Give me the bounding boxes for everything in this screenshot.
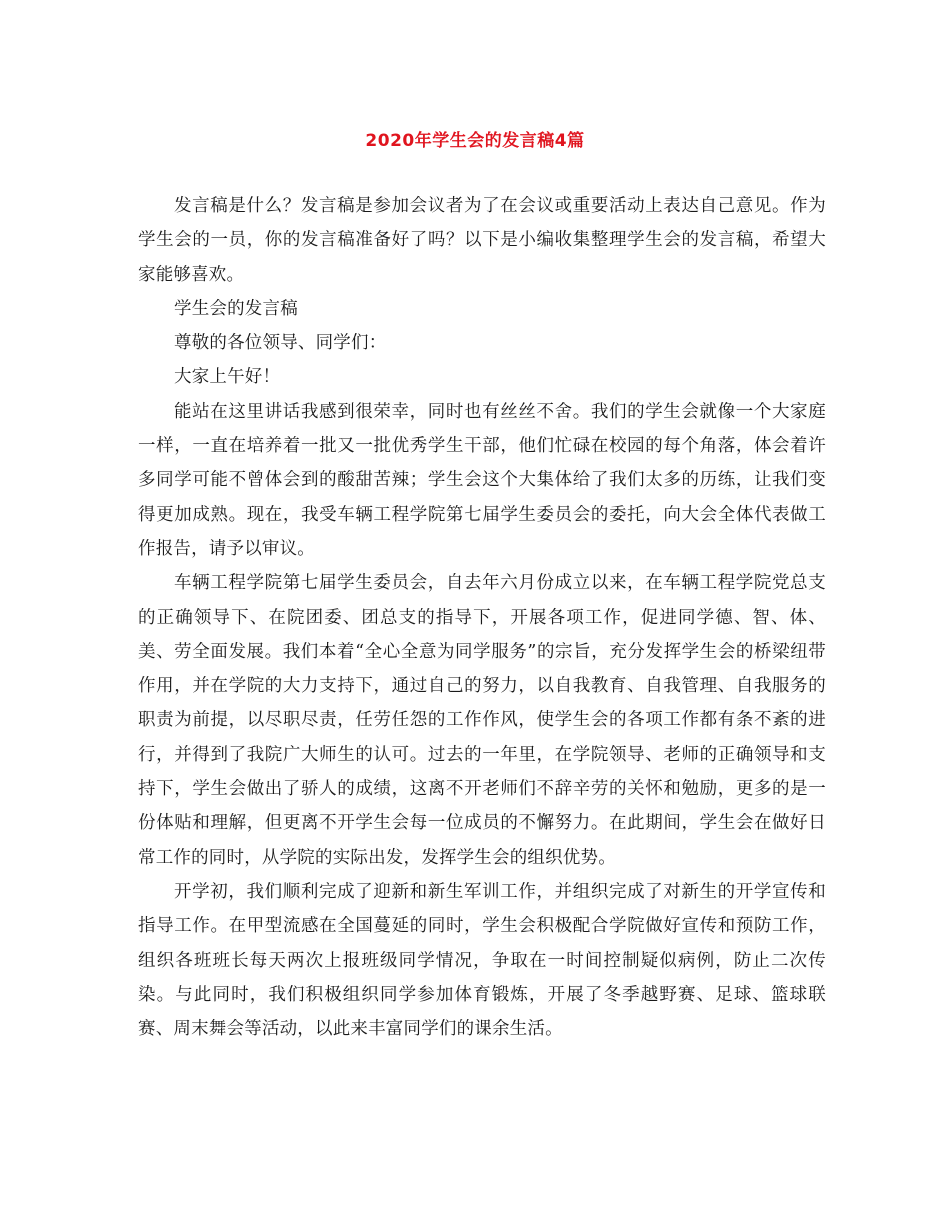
document-title: 2020年学生会的发言稿4篇 bbox=[365, 131, 585, 151]
paragraph-salutation: 尊敬的各位领导、同学们： bbox=[174, 333, 387, 354]
paragraph-greeting: 大家上午好！ bbox=[174, 367, 281, 388]
paragraph-intro: 发言稿是什么？发言稿是参加会议者为了在会议或重要活动上表达自己意见。作为学生会的一员，你的发言稿准备好了吗？以下是小编收集整理学生会的发言稿，希望大家能够喜欢。 bbox=[138, 196, 826, 285]
paragraph-opening: 能站在这里讲话我感到很荣幸，同时也有丝丝不舍。我们的学生会就像一个大家庭一样，一直在培养着一批又一批优秀学生干部，他们忙碌在校园的每个角落，体会着许多同学可能不曾体会到的酸甜苦辣；学生会这个大集体给了我们太多的历练，让我们变得更加成熟。现在，我受车辆工程学院第七届学生委员会的委托，向大会全体代表做工作报告，请予以审议。 bbox=[138, 401, 826, 559]
document-body bbox=[138, 189, 826, 1046]
paragraph-report: 车辆工程学院第七届学生委员会，自去年六月份成立以来，在车辆工程学院党总支的正确领导下、在院团委、团总支的指导下，开展各项工作，促进同学德、智、体、美、劳全面发展。我们本着“全心全意为同学服务”的宗旨，充分发挥学生会的桥梁纽带作用，并在学院的大力支持下，通过自己的努力，以自我教育、自我管理、自我服务的职责为前提，以尽职尽责，任劳任怨的工作作风，使学生会的各项工作都有条不紊的进行，并得到了我院广大师生的认可。过去的一年里，在学院领导、老师的正确领导和支持下，学生会做出了骄人的成绩，这离不开老师们不辞辛劳的关怀和勉励，更多的是一份体贴和理解，但更离不开学生会每一位成员的不懈努力。在此期间，学生会在做好日常工作的同时，从学院的实际出发，发挥学生会的组织优势。 bbox=[138, 573, 826, 868]
paragraph-heading: 学生会的发言稿 bbox=[174, 298, 298, 319]
paragraph-semester-start: 开学初，我们顺利完成了迎新和新生军训工作，并组织完成了对新生的开学宣传和指导工作。在甲型流感在全国蔓延的同时，学生会积极配合学院做好宣传和预防工作，组织各班班长每天两次上报班级同学情况，争取在一时间控制疑似病例，防止二次传染。与此同时，我们积极组织同学参加体育锻炼，开展了冬季越野赛、足球、篮球联赛、周末舞会等活动，以此来丰富同学们的课余生活。 bbox=[138, 881, 826, 1040]
